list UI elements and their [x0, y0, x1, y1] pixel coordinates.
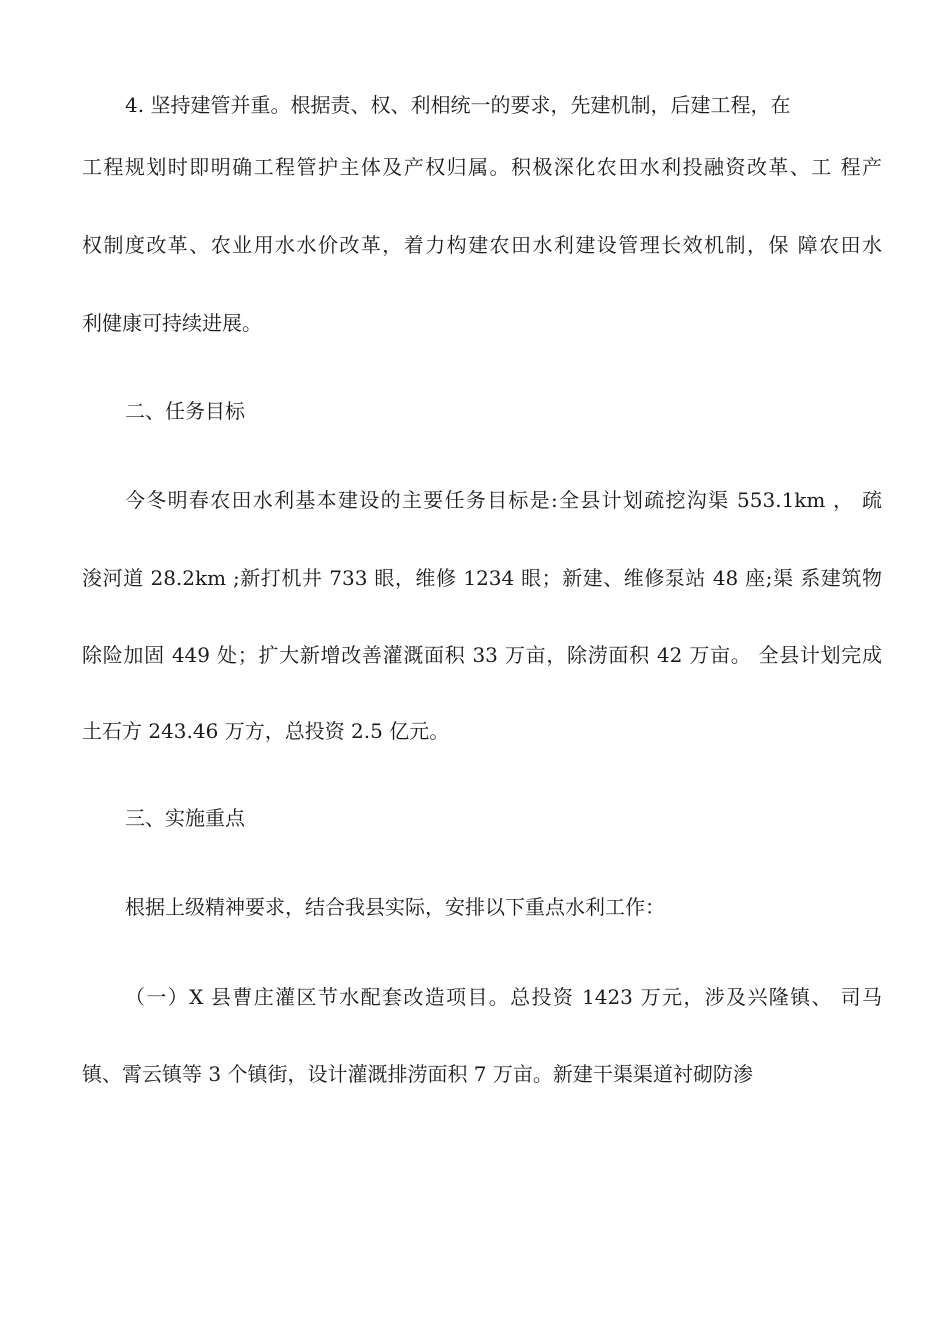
section-2-line-3: 除险加固 449 处；扩大新增改善灌溉面积 33 万亩，除涝面积 42 万亩。 全县计划完成: [82, 643, 882, 667]
paragraph-4-line-3: 权制度改革、农业用水水价改革，着力构建农田水利建设管理长效机制，保 障农田水: [82, 233, 882, 257]
section-2-line-2: 浚河道 28.2km ;新打机井 733 眼，维修 1234 眼；新建、维修泵站 48 座;渠 系建筑物: [82, 566, 882, 590]
section-3-item-1-line-1: （一）X 县曹庄灌区节水配套改造项目。总投资 1423 万元，涉及兴隆镇、 司马: [125, 985, 882, 1009]
section-2-heading: 二、任务目标: [125, 399, 245, 423]
section-3-item-1-line-2: 镇、霄云镇等 3 个镇街，设计灌溉排涝面积 7 万亩。新建干渠渠道衬砌防渗: [82, 1062, 753, 1086]
paragraph-4-line-1: 4. 坚持建管并重。根据责、权、利相统一的要求，先建机制，后建工程，在: [125, 93, 791, 117]
section-2-line-1: 今冬明春农田水利基本建设的主要任务目标是:全县计划疏挖沟渠 553.1km ， 疏: [125, 488, 882, 512]
section-3-intro: 根据上级精神要求，结合我县实际，安排以下重点水利工作：: [125, 895, 665, 919]
paragraph-4-line-4: 利健康可持续进展。: [82, 311, 262, 335]
paragraph-4-line-2: 工程规划时即明确工程管护主体及产权归属。积极深化农田水利投融资改革、工 程产: [82, 155, 882, 179]
section-3-heading: 三、实施重点: [125, 806, 245, 830]
section-2-line-4: 土石方 243.46 万方，总投资 2.5 亿元。: [82, 719, 450, 743]
